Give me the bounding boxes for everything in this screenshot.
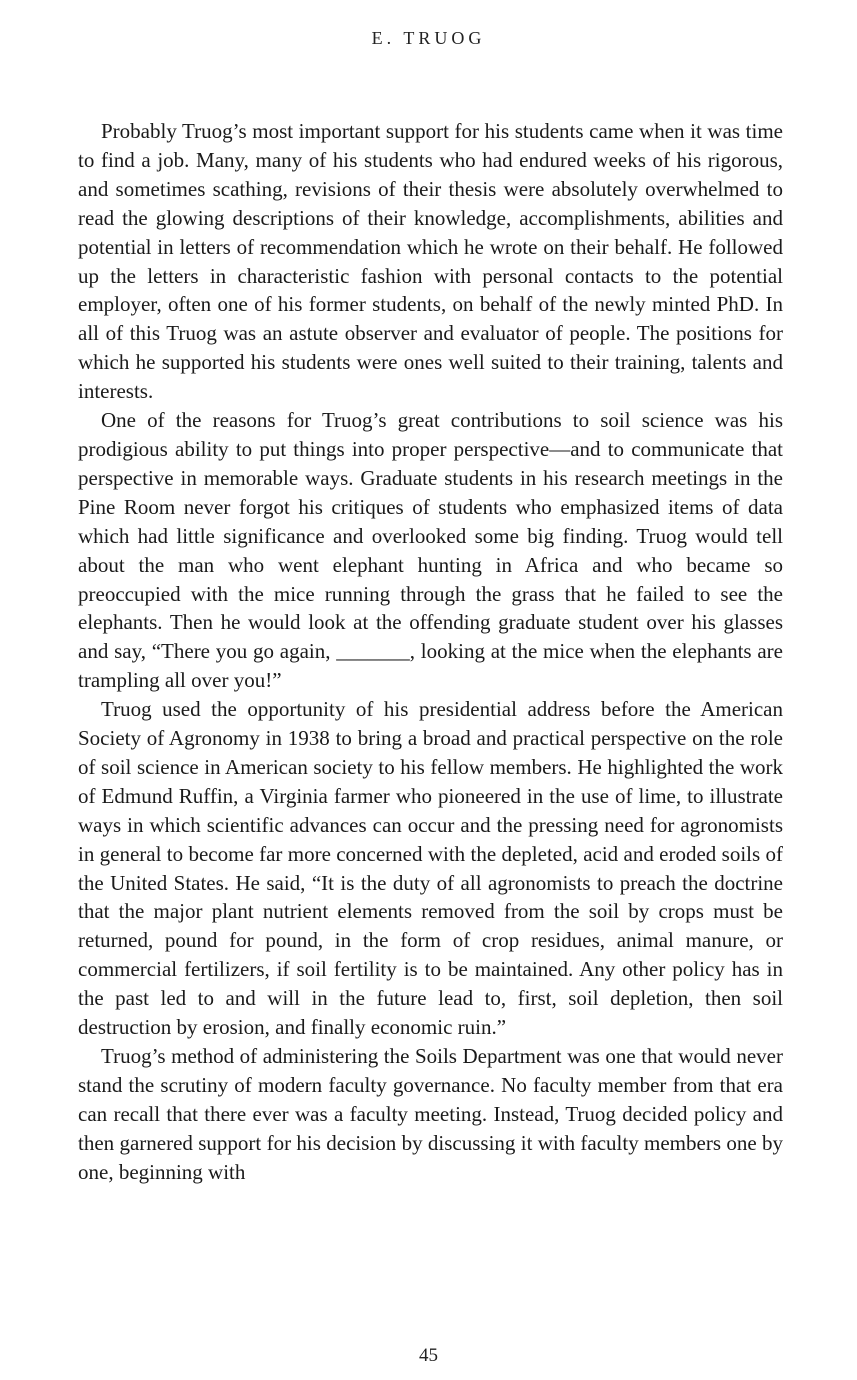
paragraph: Truog used the opportunity of his presidential address before the American Society of Agronomy in 1938 to bring a broad and practical perspective on the role of soil science in American society to his fellow members. He highlighted the work of Edmund Ruffin, a Virginia farmer who pioneered in the use of lime, to illustrate ways in which scientific advances can occur and the pressing need for agronomists in general to become far more concerned with the depleted, acid and eroded soils of the United States. He said, “It is the duty of all agronomists to preach the doctrine that the major plant nutrient elements removed from the soil by crops must be returned, pound for pound, in the form of crop residues, animal manure, or commercial fertilizers, if soil fertility is to be maintained. Any other policy has in the past led to and will in the future lead to, first, soil depletion, then soil destruction by erosion, and finally economic ruin.” — [78, 697, 783, 1040]
paragraph: Probably Truog’s most important support for his students came when it was time to find a job. Many, many of his students who had endured weeks of his rigorous, and sometimes scathing, revisions of their thesis were absolutely overwhelmed to read the glowing descriptions of their knowledge, accomplishments, abilities and potential in letters of recommendation which he wrote on their behalf. He followed up the letters in characteristic fashion with personal contacts to the potential employer, often one of his former students, on behalf of the newly minted PhD. In all of this Truog was an astute observer and evaluator of people. The positions for which he supported his students were ones well suited to their training, talents and interests. — [78, 119, 783, 404]
running-header: E. TRUOG — [371, 28, 486, 48]
body-text — [78, 117, 783, 1187]
page-number: 45 — [419, 1345, 438, 1366]
paragraph: Truog’s method of administering the Soils Department was one that would never stand the scrutiny of modern faculty governance. No faculty member from that era can recall that there ever was a faculty meeting. Instead, Truog decided policy and then garnered support for his decision by discussing it with faculty members one by one, beginning with — [78, 1044, 783, 1184]
paragraph: One of the reasons for Truog’s great contributions to soil science was his prodigious ability to put things into proper perspective—and to communicate that perspective in memorable ways. Graduate students in his research meetings in the Pine Room never forgot his critiques of students who emphasized items of data which had little significance and overlooked some big finding. Truog would tell about the man who went elephant hunting in Africa and who became so preoccupied with the mice running through the grass that he failed to see the elephants. Then he would look at the offending graduate student over his glasses and say, “There you go again, _______, looking at the mice when the elephants are trampling all over you!” — [78, 408, 783, 693]
